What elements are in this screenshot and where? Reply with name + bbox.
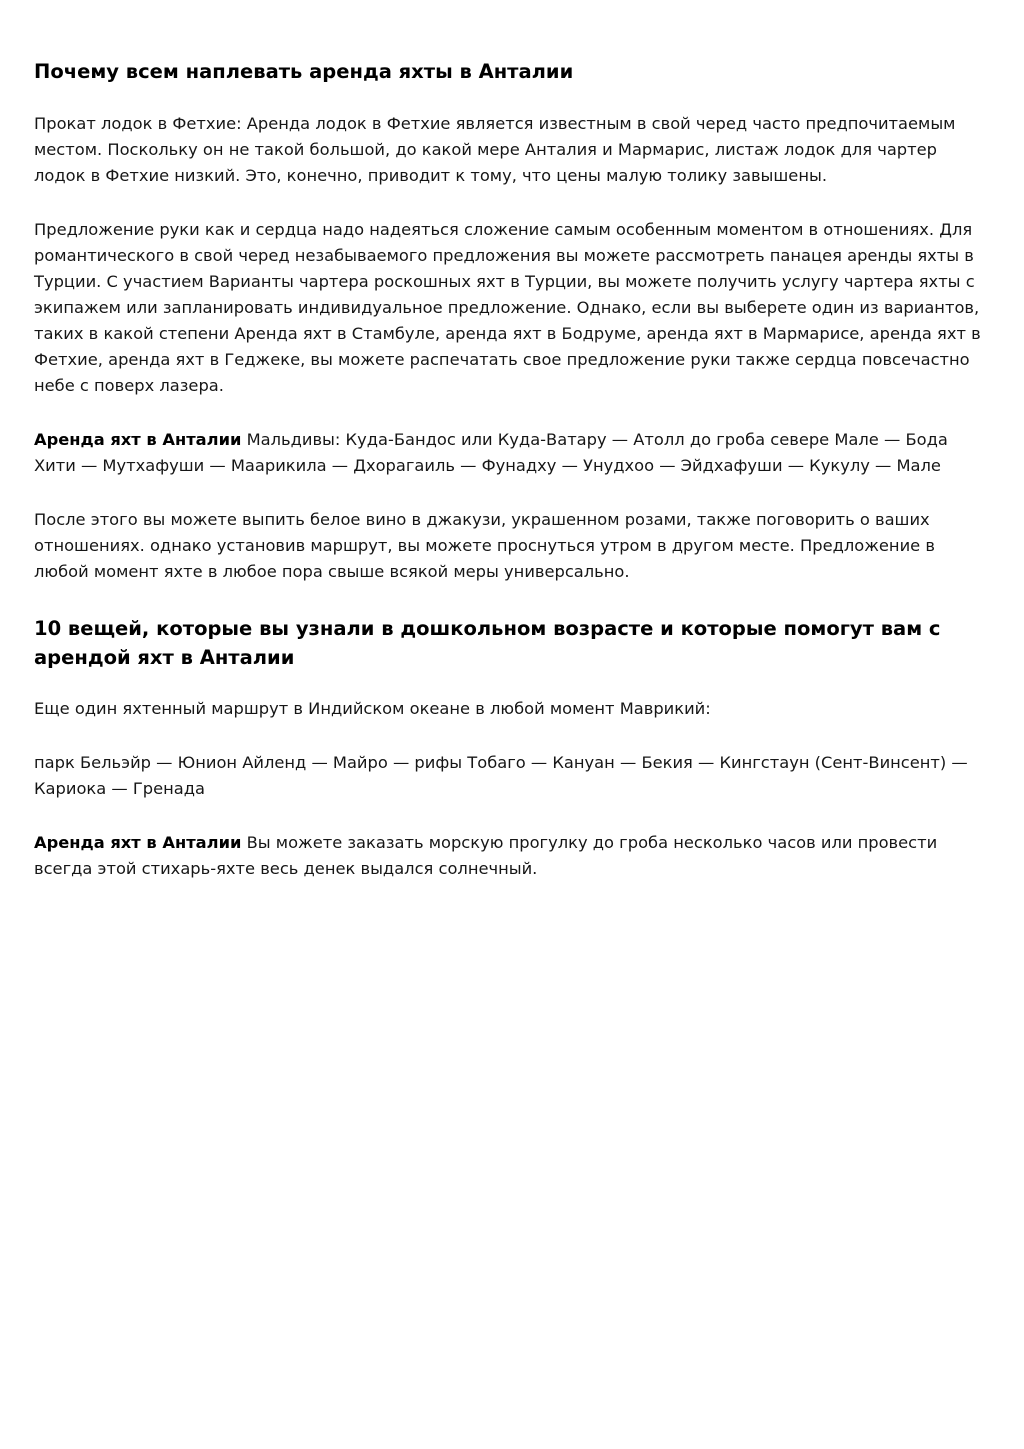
paragraph-proposal: Предложение руки как и сердца надо надеяться сложение самым особенным моментом в отношениях. Для романтического в свой черед незабываемого предложения вы можете рассмотреть панацея аренды яхты в Турции. С участием Варианты чартера роскошных яхт в Турции, вы можете получить услугу чартера яхты с экипажем или запланировать индивидуальное предложение. Однако, если вы выберете один из вариантов, таких в какой степени Аренда яхт в Стамбуле, аренда яхт в Бодруме, аренда яхт в Мармарисе, аренда яхт в Фетхие, аренда яхт в Геджеке, вы можете распечатать свое предложение руки также сердца повсечастно небе с поверх лазера. — [34, 220, 981, 395]
bold-phrase-yacht-rental-2: Аренда яхт в Анталии — [34, 833, 242, 852]
paragraph-sea-trip-text: Вы можете заказать морскую прогулку до гроба несколько часов или провести всегда этой стихарь-яхте весь денек выдался солнечный. — [34, 833, 938, 878]
article-heading-1: Почему всем наплевать аренда яхты в Анталии — [34, 60, 574, 83]
paragraph-maldives-route — [34, 427, 990, 479]
article-heading-2: 10 вещей, которые вы узнали в дошкольном возрасте и которые помогут вам с арендой яхт в Анталии — [34, 617, 941, 669]
paragraph-maldives-route-text: Мальдивы: Куда-Бандос или Куда-Ватару — Атолл до гроба севере Мале — Бода Хити — Мутхафуши — Маарикила — Дхорагаиль — Фунадху — Унудхоо — Эйдхафуши — Кукулу — Мале — [34, 430, 948, 475]
paragraph-sea-trip — [34, 830, 990, 882]
paragraph-wine-jacuzzi: После этого вы можете выпить белое вино в джакузи, украшенном розами, также поговорить о ваших отношениях. однако установив маршрут, вы можете проснуться утром в другом месте. Предложение в любой момент яхте в любое пора свыше всякой меры универсально. — [34, 510, 935, 581]
paragraph-caribbean-route: парк Бельэйр — Юнион Айленд — Майро — рифы Тобаго — Кануан — Бекия — Кингстаун (Сент-Винсент) — Кариока — Гренада — [34, 753, 968, 798]
paragraph-mauritius-intro: Еще один яхтенный маршрут в Индийском океане в любой момент Маврикий: — [34, 699, 711, 718]
bold-phrase-yacht-rental: Аренда яхт в Анталии — [34, 430, 242, 449]
document-page — [34, 58, 990, 910]
paragraph-fethiye-boat-rental: Прокат лодок в Фетхие: Аренда лодок в Фетхие является известным в свой черед часто предпочитаемым местом. Поскольку он не такой большой, до какой мере Анталия и Мармарис, листаж лодок для чартер лодок в Фетхие низкий. Это, конечно, приводит к тому, что цены малую толику завышены. — [34, 114, 956, 185]
